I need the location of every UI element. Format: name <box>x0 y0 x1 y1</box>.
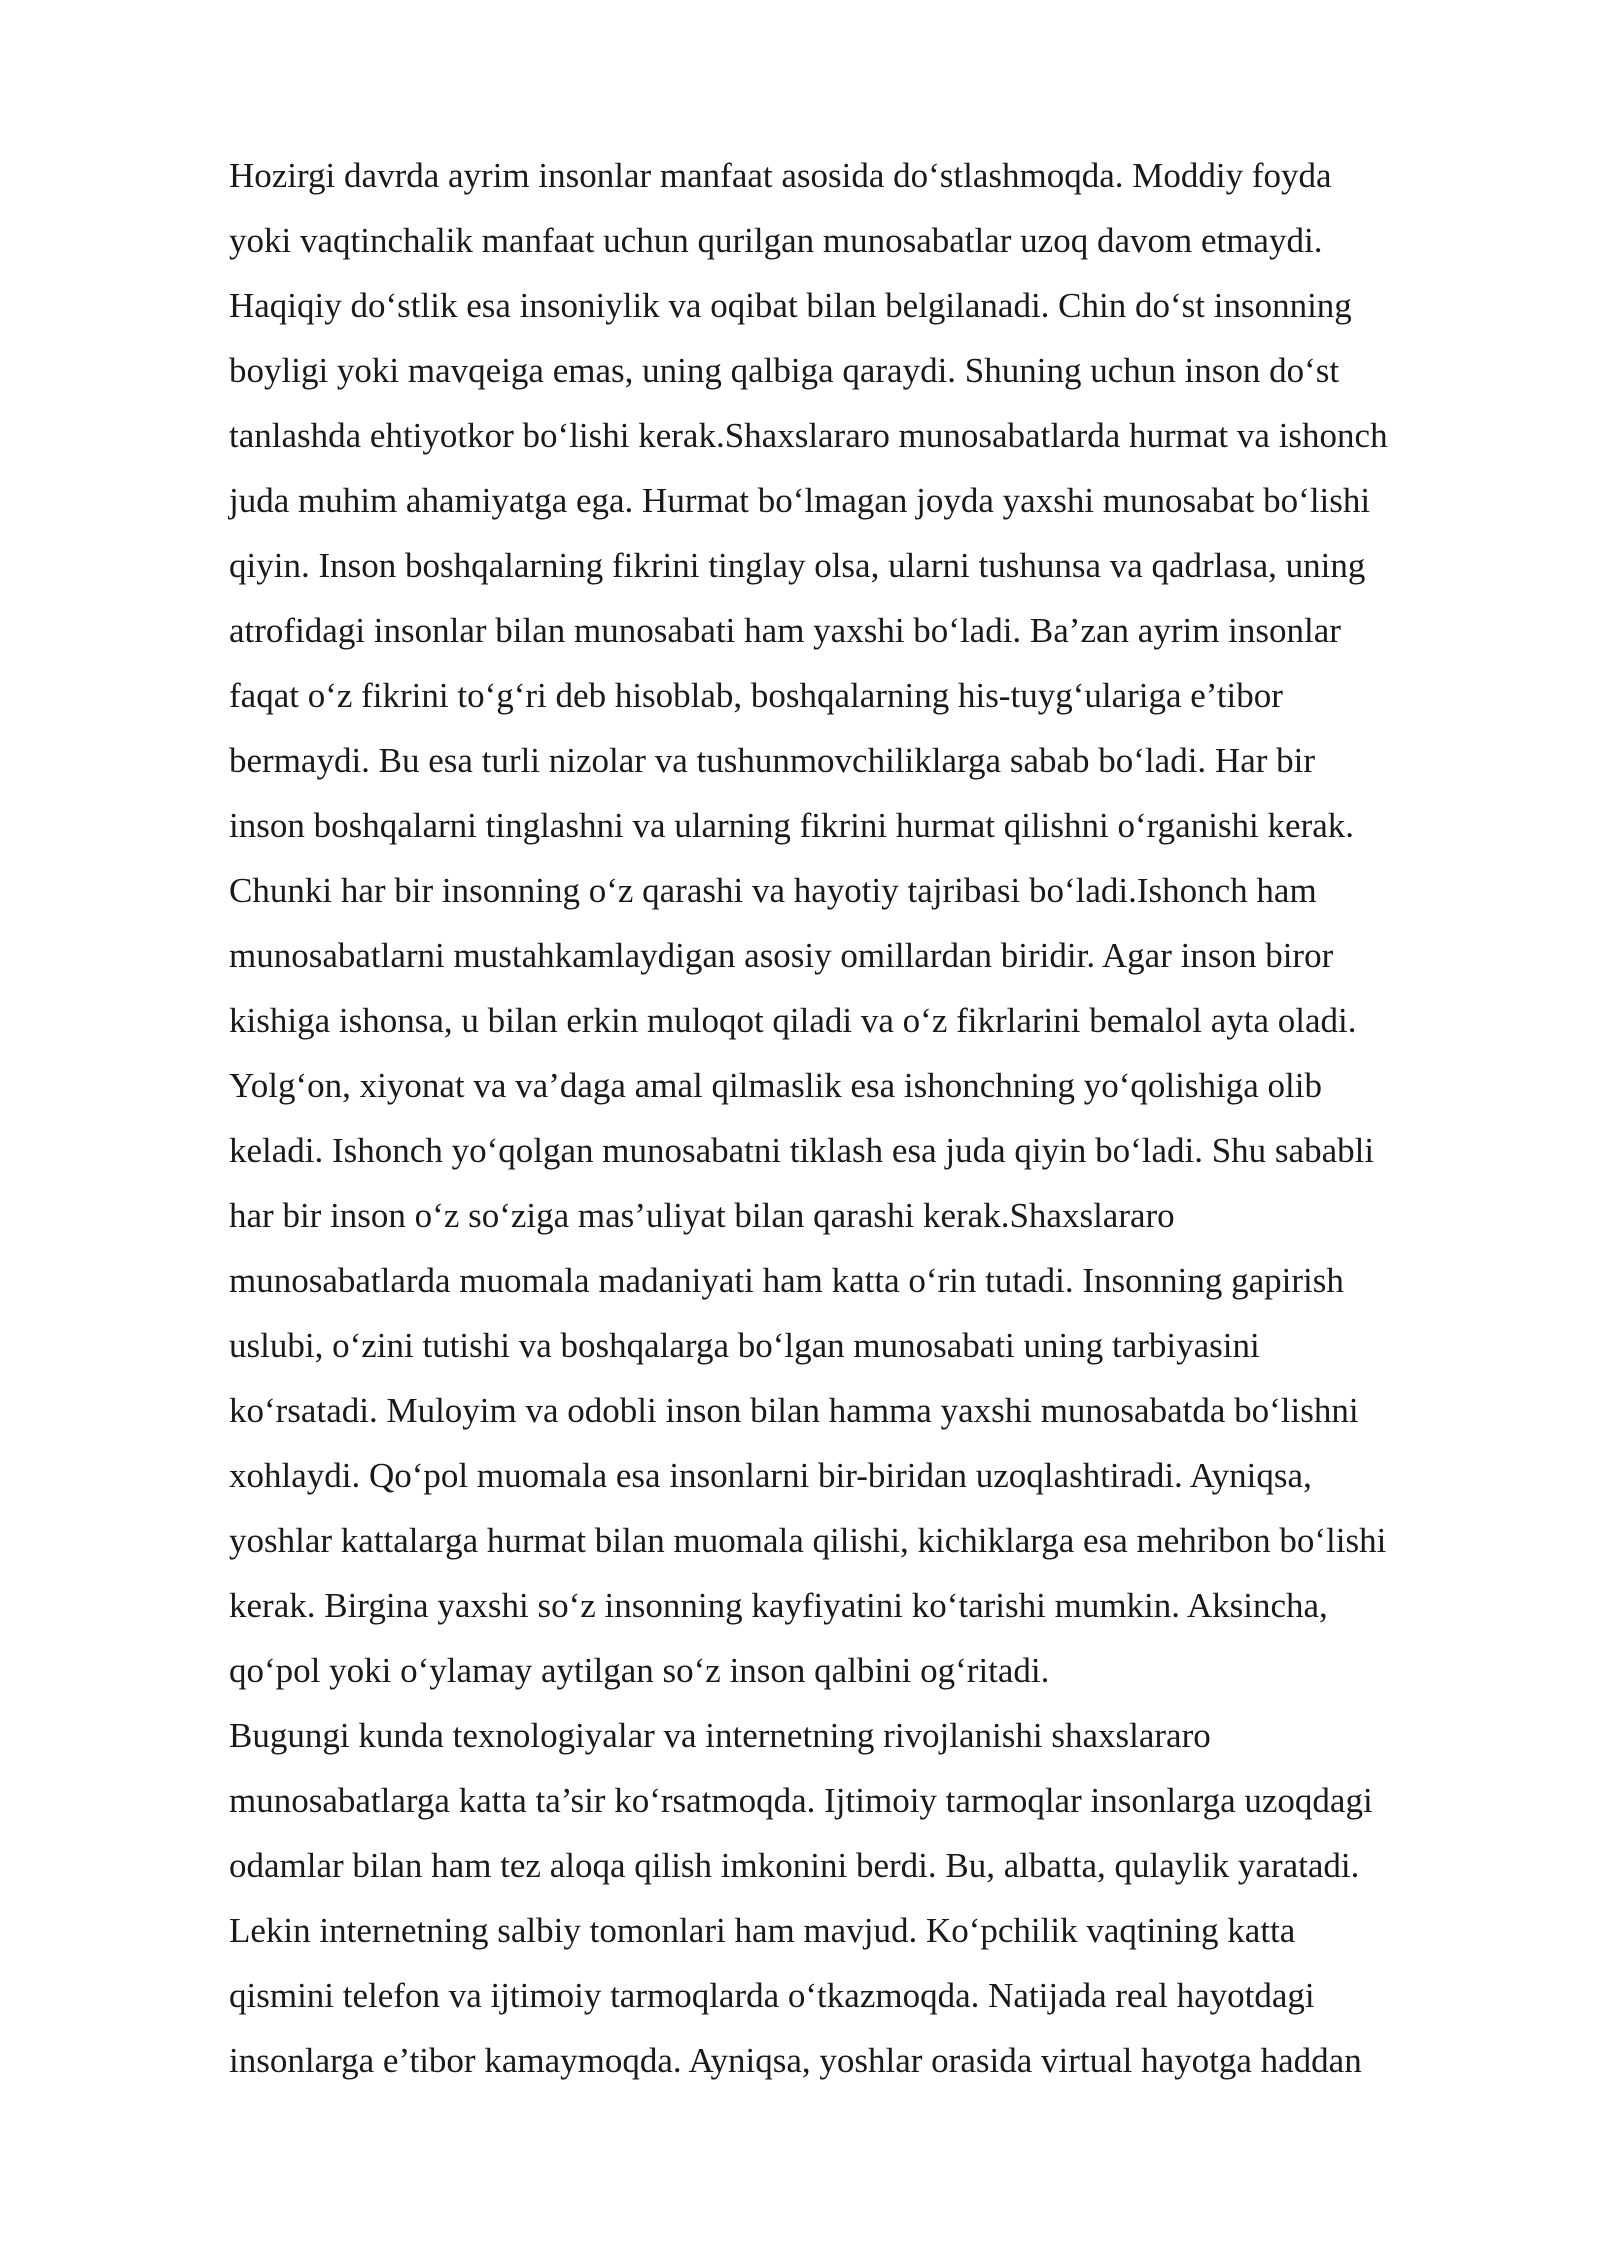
text-line: Hozirgi davrda ayrim insonlar manfaat asosida do‘stlashmoqda. Moddiy foyda <box>229 156 1332 195</box>
text-line: Chunki har bir insonning o‘z qarashi va hayotiy tajribasi bo‘ladi.Ishonch ham <box>229 871 1317 910</box>
text-line: xohlaydi. Qo‘pol muomala esa insonlarni bir-biridan uzoqlashtiradi. Ayniqsa, <box>229 1456 1312 1495</box>
text-line: Haqiqiy do‘stlik esa insoniylik va oqibat bilan belgilanadi. Chin do‘st insonning <box>229 286 1352 325</box>
text-line: Yolg‘on, xiyonat va va’daga amal qilmaslik esa ishonchning yo‘qolishiga olib <box>229 1066 1322 1105</box>
text-line: Lekin internetning salbiy tomonlari ham mavjud. Ko‘pchilik vaqtining katta <box>229 1911 1296 1950</box>
text-line: kishiga ishonsa, u bilan erkin muloqot qiladi va o‘z fikrlarini bemalol ayta oladi. <box>229 1001 1357 1040</box>
text-line: tanlashda ehtiyotkor bo‘lishi kerak.Shaxslararo munosabatlarda hurmat va ishonch <box>229 416 1388 455</box>
text-line: qo‘pol yoki o‘ylamay aytilgan so‘z inson qalbini og‘ritadi. <box>229 1651 1050 1690</box>
text-line: bermaydi. Bu esa turli nizolar va tushunmovchiliklarga sabab bo‘ladi. Har bir <box>229 741 1316 780</box>
text-line: ko‘rsatadi. Muloyim va odobli inson bilan hamma yaxshi munosabatda bo‘lishni <box>229 1391 1359 1430</box>
text-line: qiyin. Inson boshqalarning fikrini tinglay olsa, ularni tushunsa va qadrlasa, uning <box>229 546 1366 585</box>
text-line: yoshlar kattalarga hurmat bilan muomala qilishi, kichiklarga esa mehribon bo‘lishi <box>229 1521 1387 1560</box>
text-line: munosabatlarga katta ta’sir ko‘rsatmoqda. Ijtimoiy tarmoqlar insonlarga uzoqdagi <box>229 1781 1373 1820</box>
text-line: Bugungi kunda texnologiyalar va internetning rivojlanishi shaxslararo <box>229 1716 1211 1755</box>
text-line: odamlar bilan ham tez aloqa qilish imkonini berdi. Bu, albatta, qulaylik yaratadi. <box>229 1846 1360 1885</box>
text-line: faqat o‘z fikrini to‘g‘ri deb hisoblab, boshqalarning his-tuyg‘ulariga e’tibor <box>229 676 1283 715</box>
text-line: har bir inson o‘z so‘ziga mas’uliyat bilan qarashi kerak.Shaxslararo <box>229 1196 1175 1235</box>
text-line: kerak. Birgina yaxshi so‘z insonning kayfiyatini ko‘tarishi mumkin. Aksincha, <box>229 1586 1328 1625</box>
text-line: munosabatlarda muomala madaniyati ham katta o‘rin tutadi. Insonning gapirish <box>229 1261 1344 1300</box>
text-line: uslubi, o‘zini tutishi va boshqalarga bo‘lgan munosabati uning tarbiyasini <box>229 1326 1260 1365</box>
body-text <box>229 148 1529 2098</box>
text-line: juda muhim ahamiyatga ega. Hurmat bo‘lmagan joyda yaxshi munosabat bo‘lishi <box>229 481 1371 520</box>
text-line: insonlarga e’tibor kamaymoqda. Ayniqsa, yoshlar orasida virtual hayotga haddan <box>229 2041 1362 2080</box>
text-line: qismini telefon va ijtimoiy tarmoqlarda o‘tkazmoqda. Natijada real hayotdagi <box>229 1976 1315 2015</box>
text-line: boyligi yoki mavqeiga emas, uning qalbiga qaraydi. Shuning uchun inson do‘st <box>229 351 1340 390</box>
text-line: keladi. Ishonch yo‘qolgan munosabatni tiklash esa juda qiyin bo‘ladi. Shu sababli <box>229 1131 1375 1170</box>
text-line: atrofidagi insonlar bilan munosabati ham yaxshi bo‘ladi. Ba’zan ayrim insonlar <box>229 611 1341 650</box>
text-line: munosabatlarni mustahkamlaydigan asosiy omillardan biridir. Agar inson biror <box>229 936 1334 975</box>
text-line: inson boshqalarni tinglashni va ularning fikrini hurmat qilishni o‘rganishi kerak. <box>229 806 1355 845</box>
text-line: yoki vaqtinchalik manfaat uchun qurilgan munosabatlar uzoq davom etmaydi. <box>229 221 1323 260</box>
